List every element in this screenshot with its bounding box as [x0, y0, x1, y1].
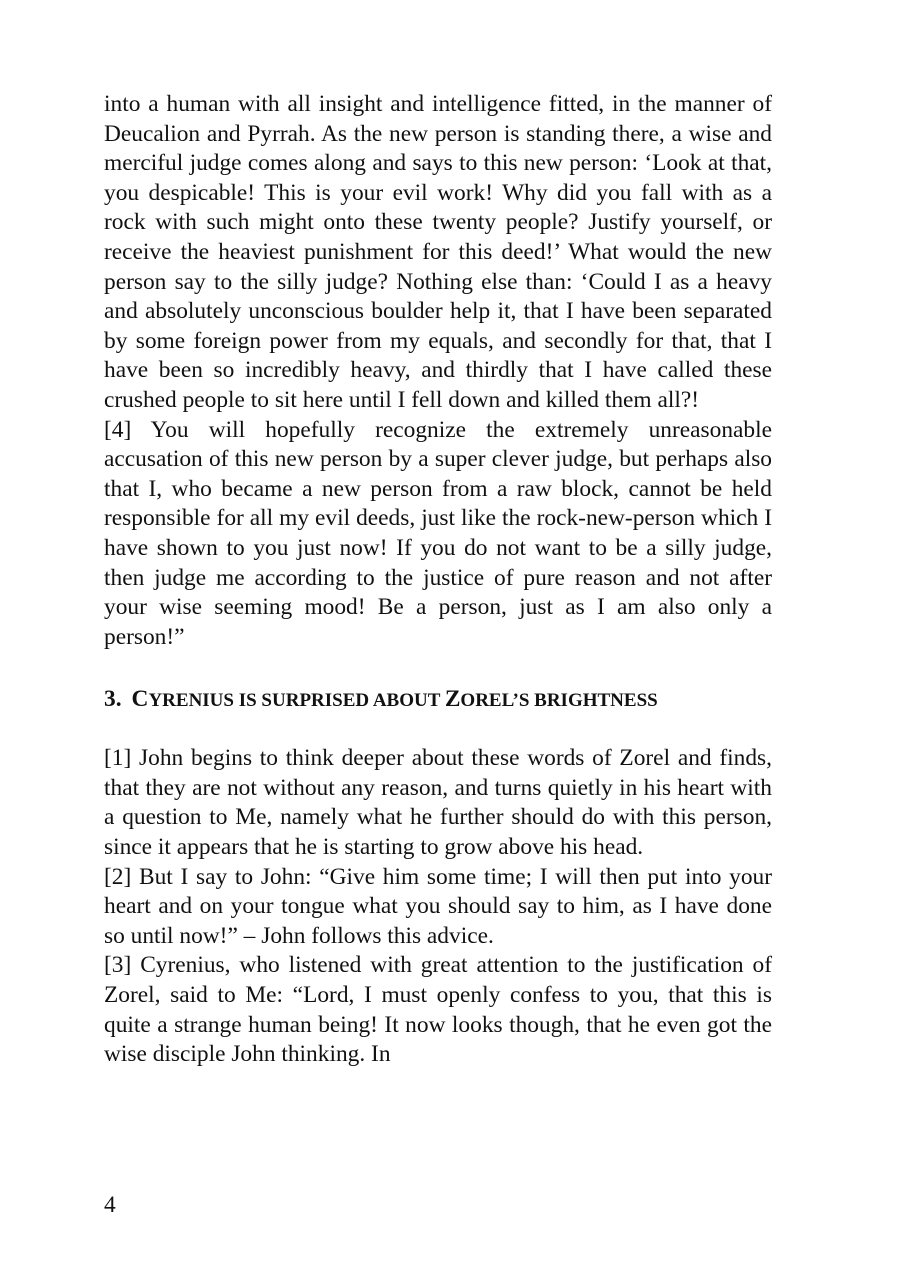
page-body	[104, 90, 772, 1070]
paragraph-1: [1] John begins to think deeper about these words of Zorel and finds, that they are not without any reason, and turns quietly in his heart with a question to Me, namely what he further should do with this person, since it appears that he is starting to grow above his head.	[104, 745, 772, 861]
chapter-title-smallcaps-2: OREL’S BRIGHTNESS	[460, 690, 658, 712]
paragraph-4: [4] You will hopefully recognize the extremely unreasonable accusation of this new person by a super clever judge, but perhaps also that I, who became a new person from a raw block, cannot be held responsible for all my evil deeds, just like the rock-new-person which I have shown to you just now! If you do not want to be a silly judge, then judge me according to the justice of pure reason and not after your wise seeming mood! Be a person, just as I am also only a person!”	[104, 416, 772, 650]
paragraph-3: [3] Cyrenius, who listened with great attention to the justification of Zorel, said to Me: “Lord, I must openly confess to you, that this is quite a strange human being! It now looks though, that he even got the wise disciple John thinking. In	[104, 952, 772, 1068]
chapter-title-initial-2: Z	[444, 686, 461, 713]
paragraph-continued: into a human with all insight and intelligence fitted, in the manner of Deucalion and Pyrrah. As the new person is standing there, a wise and merciful judge comes along and says to this new person: ‘Look at that, you despicable! This is your evil work! Why did you fall with as a rock with such might onto these twenty people? Justify yourself, or receive the heaviest punishment for this deed!’ What would the new person say to the silly judge? Nothing else than: ‘Could I as a heavy and absolutely unconscious boulder help it, that I have been separated by some foreign power from my equals, and secondly for that, that I have been so incredibly heavy, and thirdly that I have called these crushed people to sit here until I fell down and killed them all?!	[104, 91, 772, 413]
chapter-heading	[104, 684, 772, 716]
paragraph-2: [2] But I say to John: “Give him some time; I will then put into your heart and on your tongue what you should say to him, as I have done so until now!” – John follows this advice.	[104, 863, 772, 949]
chapter-title-initial-1: C	[131, 686, 149, 713]
page-number: 4	[104, 1192, 116, 1218]
chapter-title-smallcaps-1: YRENIUS IS SURPRISED ABOUT	[148, 690, 445, 712]
chapter-number: 3.	[104, 686, 122, 713]
